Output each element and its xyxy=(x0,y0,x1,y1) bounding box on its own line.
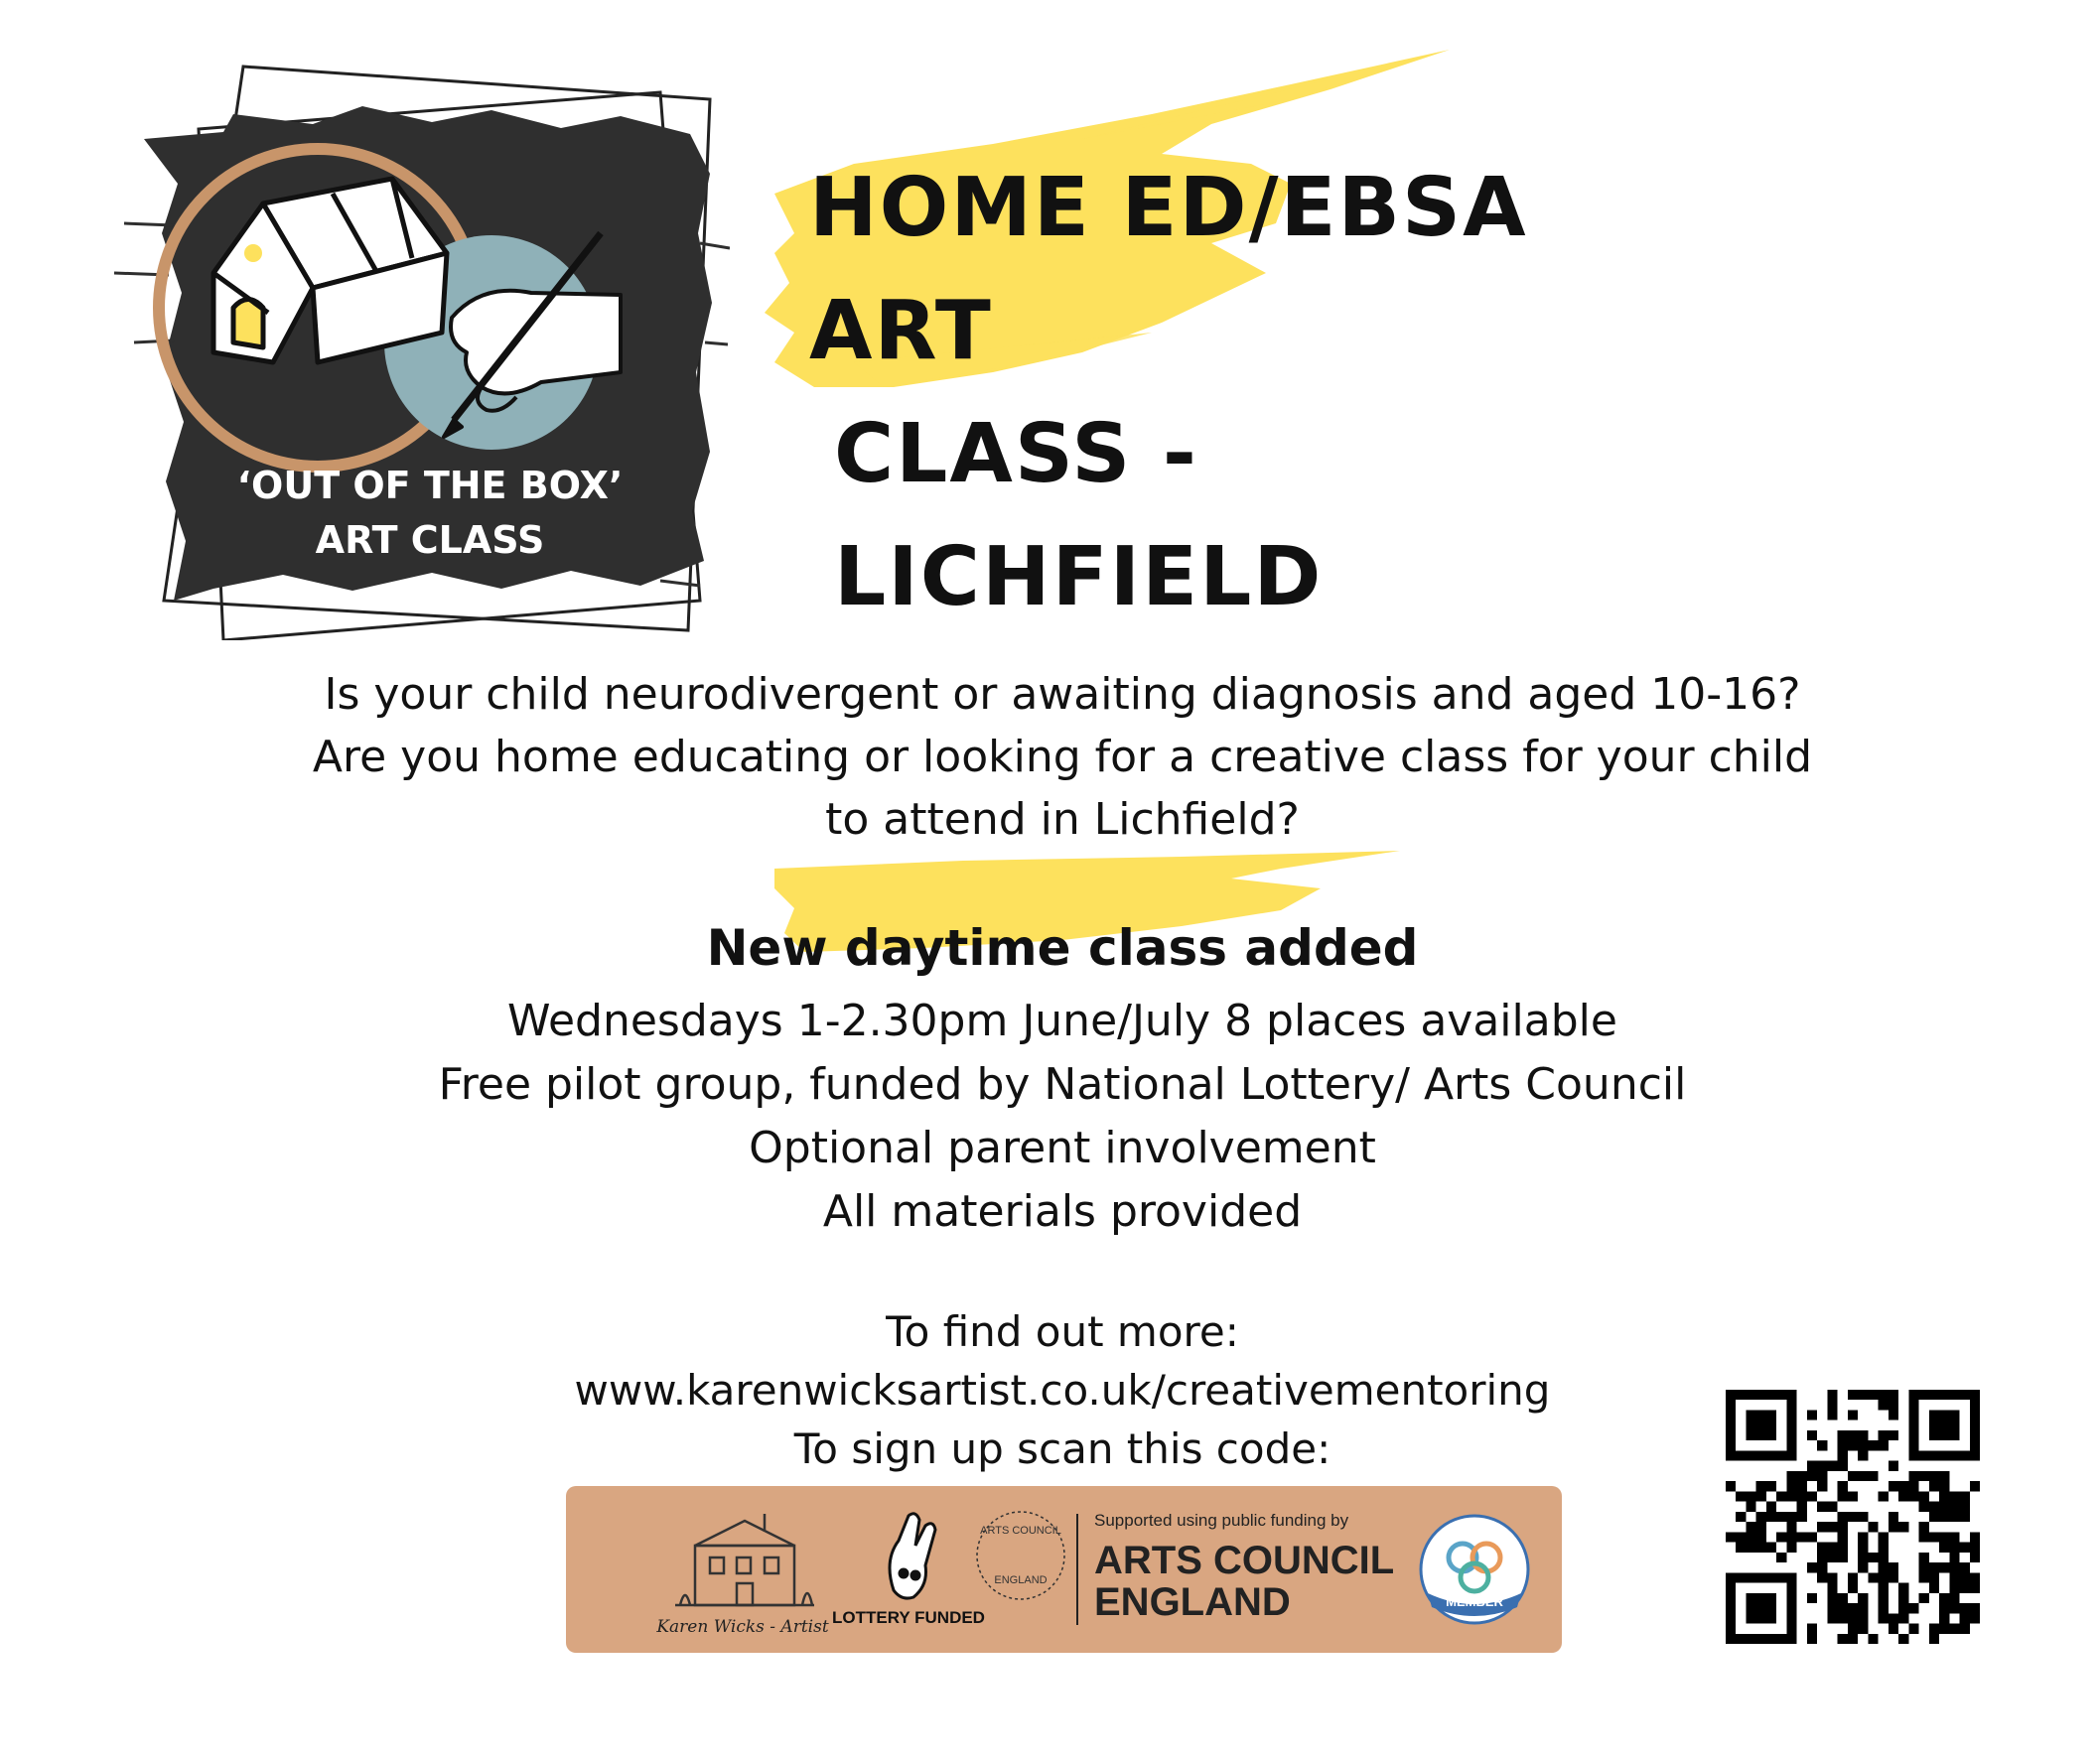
class-detail-item: Free pilot group, funded by National Lottery/ Arts Council xyxy=(438,1059,1687,1110)
class-detail-item: Optional parent involvement xyxy=(749,1123,1376,1173)
intro-line2: Are you home educating or looking for a creative class for your child xyxy=(312,732,1813,782)
arts-council-ring-logo xyxy=(977,1512,1064,1599)
signup-qr-code[interactable] xyxy=(1726,1390,1980,1644)
member-label: MEMBER xyxy=(1446,1594,1503,1609)
arts-council-line1: ARTS COUNCIL xyxy=(1094,1539,1395,1582)
arts-council-line2: ENGLAND xyxy=(1094,1580,1291,1624)
class-details xyxy=(298,990,1827,1244)
supported-by-text: Supported using public funding by xyxy=(1094,1511,1349,1530)
page-title-line2: CLASS - LICHFIELD xyxy=(834,407,1324,624)
artist-name: Karen Wicks - Artist xyxy=(656,1617,829,1637)
page-title-line1: HOME ED/EBSA ART xyxy=(809,161,1528,378)
new-class-heading: New daytime class added xyxy=(706,919,1419,977)
lottery-fingers-icon xyxy=(890,1514,935,1598)
contact-section xyxy=(298,1302,1827,1478)
intro-text xyxy=(298,663,1827,851)
logo-title-line1: ‘OUT OF THE BOX’ xyxy=(236,464,624,507)
website-link[interactable]: www.karenwicksartist.co.uk/creativementoring xyxy=(574,1366,1551,1415)
find-out-more-text: To find out more: xyxy=(886,1307,1239,1356)
karen-wicks-artist-logo xyxy=(655,1514,828,1637)
lottery-funded-label: LOTTERY FUNDED xyxy=(832,1608,985,1627)
intro-line1: Is your child neurodivergent or awaiting diagnosis and aged 10-16? xyxy=(324,669,1801,720)
out-of-the-box-logo xyxy=(104,45,730,640)
member-badge-icon xyxy=(1421,1516,1528,1623)
funding-logos-bar xyxy=(566,1486,1562,1653)
page-title xyxy=(774,147,1599,639)
intro-line3: to attend in Lichfield? xyxy=(825,794,1300,845)
ring-text-top: ARTS COUNCIL xyxy=(980,1525,1061,1537)
ring-text-bottom: ENGLAND xyxy=(994,1574,1048,1586)
class-detail-item: Wednesdays 1-2.30pm June/July 8 places available xyxy=(507,996,1617,1046)
sign-up-text: To sign up scan this code: xyxy=(793,1424,1331,1473)
class-detail-item: All materials provided xyxy=(822,1186,1303,1237)
logo-title-line2: ART CLASS xyxy=(315,518,545,562)
